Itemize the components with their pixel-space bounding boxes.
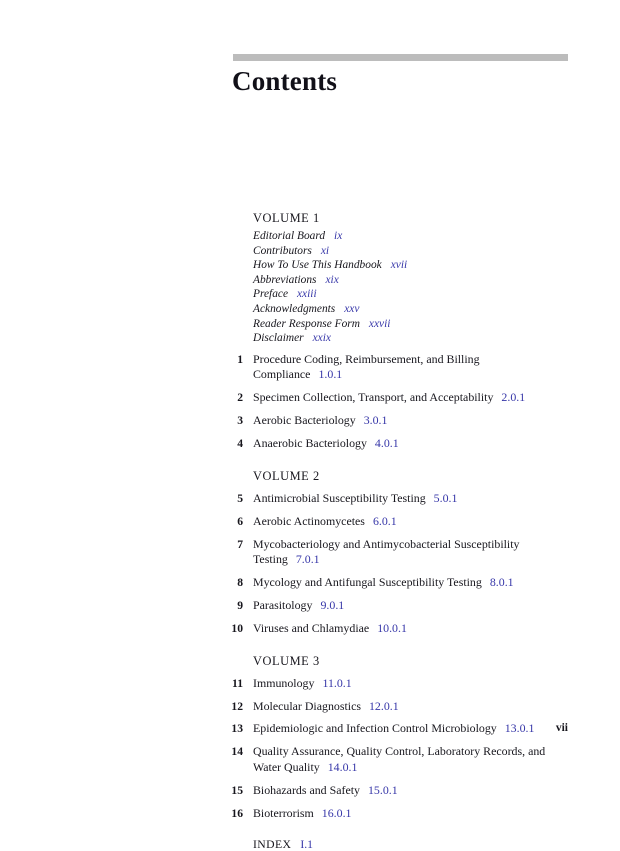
- frontmatter-entry[interactable]: [253, 302, 620, 317]
- page-title: Contents: [232, 66, 338, 96]
- frontmatter-entry[interactable]: [253, 229, 620, 244]
- chapter-entry[interactable]: [0, 783, 620, 798]
- index-label: INDEX: [253, 837, 292, 851]
- chapter-page-number: 6.0.1: [372, 513, 397, 528]
- chapter-title: Biohazards and Safety: [253, 782, 360, 797]
- chapter-title: Mycobacteriology and Antimycobacterial Susceptibility Testing: [253, 536, 520, 566]
- chapter-title: Quality Assurance, Quality Control, Laboratory Records, and Water Quality: [253, 744, 546, 774]
- chapter-page-number: 12.0.1: [368, 698, 399, 713]
- chapter-number: 6: [237, 514, 243, 528]
- chapter-list: [0, 352, 620, 452]
- volume-heading: VOLUME 2: [253, 468, 320, 483]
- chapter-list: [0, 676, 620, 821]
- chapter-entry[interactable]: [0, 621, 620, 636]
- chapter-entry[interactable]: [0, 699, 620, 714]
- chapter-page-number: 15.0.1: [367, 782, 398, 797]
- chapter-entry[interactable]: [0, 806, 620, 821]
- volume-spacer: [0, 644, 620, 653]
- chapter-title: Aerobic Actinomycetes: [253, 513, 365, 528]
- chapter-number: 8: [237, 575, 243, 589]
- frontmatter-page-number: xxvii: [368, 317, 391, 330]
- chapter-number: 3: [237, 413, 243, 427]
- chapter-page-number: 5.0.1: [433, 490, 458, 505]
- frontmatter-page-number: xix: [325, 273, 339, 286]
- chapter-number: 13: [231, 722, 243, 736]
- chapter-page-number: 11.0.1: [322, 675, 352, 690]
- chapter-number: 7: [237, 537, 243, 551]
- frontmatter-page-number: xvii: [390, 259, 408, 272]
- chapter-title: Parasitology: [253, 597, 313, 612]
- frontmatter-entry[interactable]: [253, 331, 620, 346]
- frontmatter-label: Contributors: [253, 244, 312, 257]
- chapter-page-number: 7.0.1: [295, 552, 320, 566]
- chapter-body: [253, 598, 344, 613]
- chapter-list: [0, 491, 620, 636]
- frontmatter-label: Editorial Board: [253, 230, 326, 242]
- frontmatter-page-number: xi: [320, 244, 330, 257]
- chapter-number: 16: [231, 806, 243, 820]
- chapter-entry[interactable]: [0, 514, 620, 529]
- chapter-entry[interactable]: [0, 390, 620, 405]
- chapter-number: 9: [237, 598, 243, 612]
- chapter-body: [253, 575, 514, 590]
- frontmatter-label: Acknowledgments: [253, 302, 336, 315]
- chapter-page-number: 3.0.1: [363, 412, 388, 427]
- chapter-title: Molecular Diagnostics: [253, 698, 361, 713]
- frontmatter-entry[interactable]: [253, 244, 620, 259]
- chapter-page-number: 8.0.1: [489, 574, 514, 589]
- frontmatter-entry[interactable]: [253, 258, 620, 273]
- chapter-body: [253, 699, 399, 714]
- chapter-number: 14: [231, 745, 243, 759]
- chapter-body: [253, 436, 399, 451]
- chapter-page-number: 13.0.1: [504, 721, 535, 736]
- frontmatter-entry[interactable]: [253, 317, 620, 332]
- volume-heading: VOLUME 1: [253, 211, 320, 225]
- chapter-body: [253, 744, 571, 775]
- frontmatter-page-number: xxv: [344, 302, 360, 315]
- volume-spacer: [0, 459, 620, 468]
- chapter-page-number: 10.0.1: [377, 620, 407, 635]
- chapter-title: Antimicrobial Susceptibility Testing: [253, 490, 426, 505]
- chapter-entry[interactable]: [0, 491, 620, 506]
- chapter-title: Aerobic Bacteriology: [253, 412, 356, 427]
- chapter-title: Specimen Collection, Transport, and Acceptability: [253, 390, 494, 405]
- frontmatter-label: Abbreviations: [253, 273, 317, 286]
- index-page-number: I.1: [300, 837, 314, 851]
- chapter-number: 15: [231, 783, 243, 797]
- chapter-page-number: 4.0.1: [374, 435, 399, 450]
- chapter-page-number: 14.0.1: [327, 759, 358, 774]
- chapter-entry[interactable]: [0, 436, 620, 451]
- chapter-number: 1: [237, 352, 243, 366]
- chapter-title: Mycology and Antifungal Susceptibility Testing: [253, 574, 482, 589]
- chapter-entry[interactable]: [0, 537, 620, 568]
- chapter-number: 2: [237, 391, 243, 405]
- chapter-body: [253, 352, 571, 383]
- frontmatter-label: Preface: [253, 288, 288, 301]
- chapter-body: [253, 783, 398, 798]
- chapter-title: Immunology: [253, 675, 315, 690]
- chapter-body: [253, 806, 352, 821]
- chapter-title: Procedure Coding, Reimbursement, and Billing Compliance: [253, 351, 480, 382]
- frontmatter-page-number: xxix: [312, 332, 331, 345]
- chapter-body: [253, 413, 387, 428]
- chapter-body: [253, 676, 352, 691]
- frontmatter-label: Disclaimer: [253, 332, 304, 345]
- chapter-number: 4: [237, 436, 243, 450]
- chapter-entry[interactable]: [0, 676, 620, 691]
- chapter-page-number: 9.0.1: [320, 597, 345, 612]
- chapter-entry[interactable]: [0, 575, 620, 590]
- chapter-body: [253, 491, 457, 506]
- chapter-title: Viruses and Chlamydiae: [253, 620, 370, 635]
- frontmatter-page-number: xxiii: [297, 288, 317, 301]
- chapter-page-number: 16.0.1: [321, 805, 352, 820]
- chapter-entry[interactable]: [0, 744, 620, 775]
- chapter-entry[interactable]: [0, 598, 620, 613]
- chapter-number: 5: [237, 491, 243, 505]
- chapter-title: Anaerobic Bacteriology: [253, 435, 367, 450]
- page-folio: vii: [555, 722, 568, 734]
- frontmatter-entry[interactable]: [253, 287, 620, 302]
- chapter-number: 10: [231, 621, 243, 635]
- chapter-title: Bioterrorism: [253, 805, 314, 820]
- frontmatter-entry[interactable]: [253, 273, 620, 288]
- chapter-body: [253, 514, 397, 529]
- chapter-title: Epidemiologic and Infection Control Microbiology: [253, 721, 497, 736]
- chapter-body: [253, 390, 525, 405]
- header-rule: [233, 54, 568, 61]
- frontmatter-page-number: ix: [334, 230, 343, 242]
- chapter-body: [253, 537, 571, 568]
- chapter-number: 12: [231, 699, 243, 713]
- chapter-entry[interactable]: [0, 413, 620, 428]
- chapter-entry[interactable]: [0, 352, 620, 383]
- frontmatter-label: Reader Response Form: [253, 317, 360, 330]
- chapter-page-number: 2.0.1: [501, 390, 526, 405]
- table-of-contents: [0, 210, 620, 851]
- volume-heading: VOLUME 3: [253, 653, 320, 668]
- chapter-body: [253, 621, 407, 636]
- chapter-page-number: 1.0.1: [318, 367, 343, 382]
- frontmatter-list: [253, 229, 620, 346]
- index-entry[interactable]: [253, 838, 620, 851]
- frontmatter-label: How To Use This Handbook: [253, 259, 382, 272]
- chapter-number: 11: [232, 676, 243, 690]
